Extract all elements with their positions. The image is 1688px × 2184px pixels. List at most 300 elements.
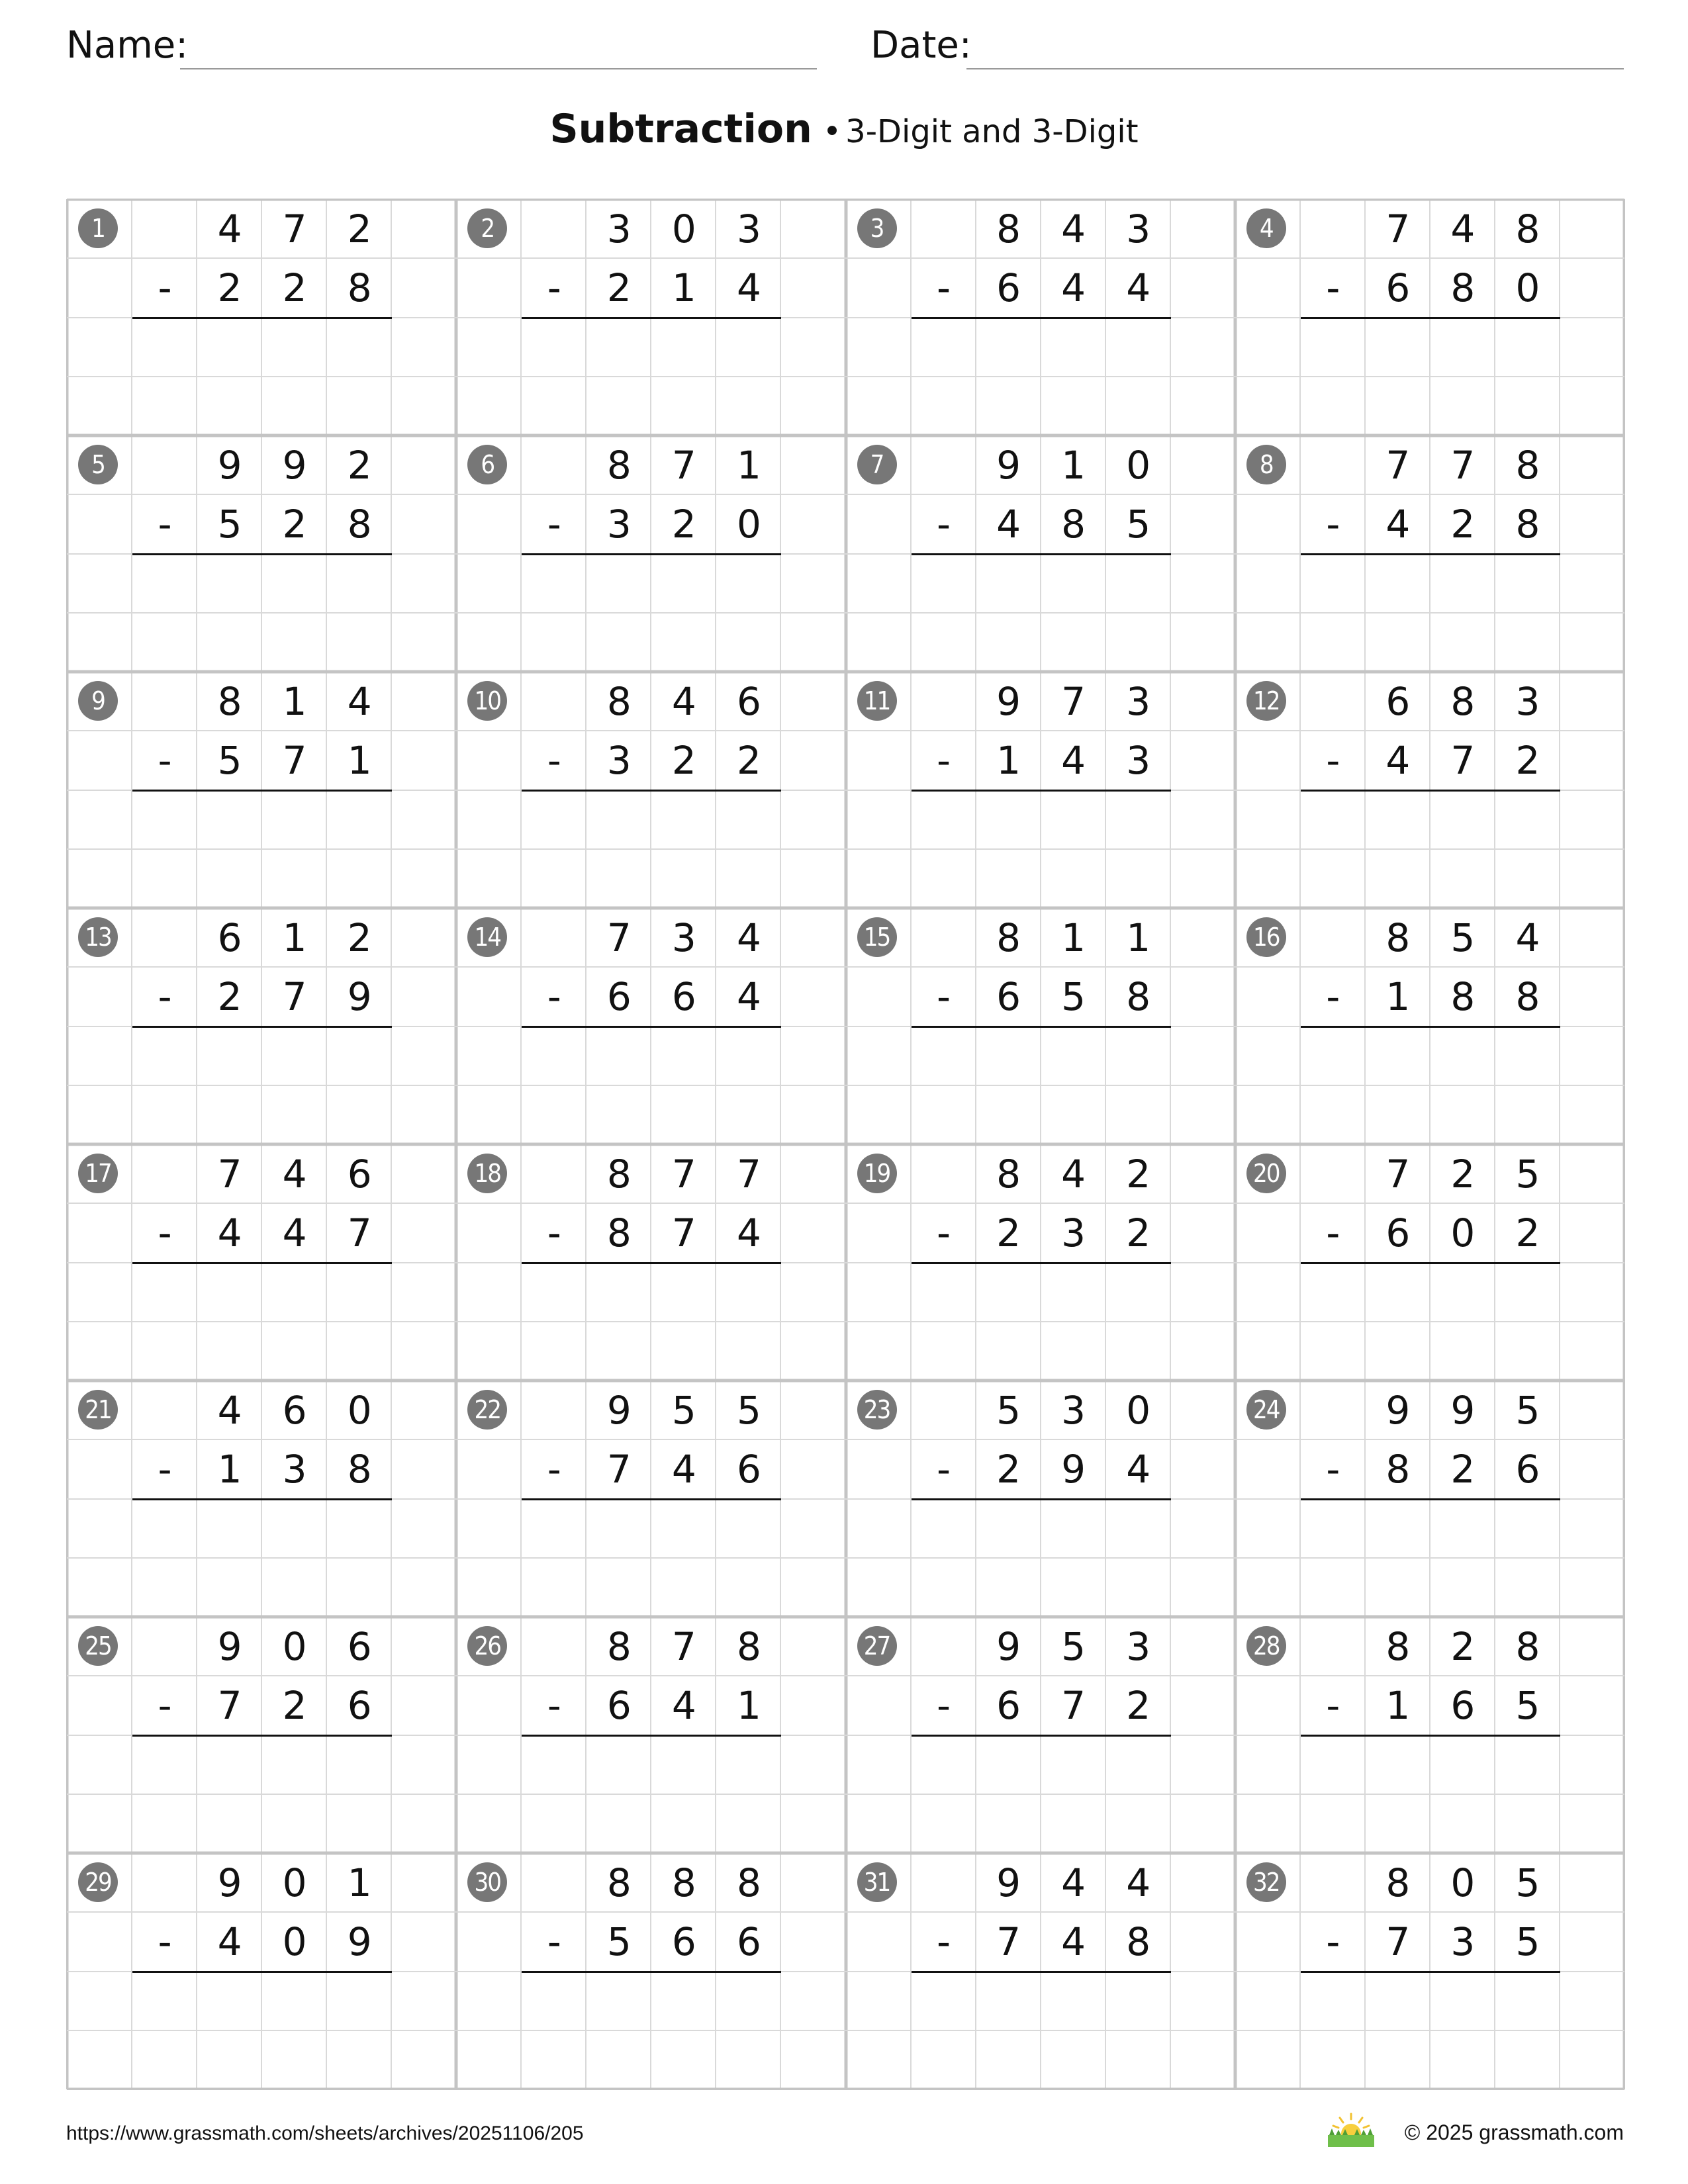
subtrahend-digit: 8 — [347, 1447, 372, 1492]
answer-cell[interactable] — [262, 1739, 327, 1797]
answer-cell[interactable] — [1366, 1266, 1430, 1325]
answer-cell[interactable] — [976, 1502, 1041, 1561]
answer-cell[interactable] — [651, 794, 716, 852]
answer-cell[interactable] — [197, 1975, 262, 2034]
answer-cell[interactable] — [1106, 1739, 1171, 1797]
minuend-digit: 3 — [1126, 206, 1151, 251]
subtrahend-digit: 8 — [1515, 974, 1540, 1020]
answer-cell[interactable] — [1366, 1030, 1430, 1089]
answer-cell[interactable] — [1430, 557, 1495, 616]
subtrahend-digit: 8 — [347, 502, 372, 547]
answer-cell[interactable] — [976, 1975, 1041, 2034]
problem-number-badge: 1 — [78, 208, 118, 248]
minus-sign: - — [1326, 738, 1340, 784]
minus-sign: - — [937, 1210, 951, 1256]
subtrahend-digit: 4 — [1061, 738, 1086, 784]
subtrahend-digit: 4 — [217, 1210, 242, 1256]
minus-sign: - — [547, 1683, 561, 1729]
answer-rule — [1301, 1735, 1560, 1737]
minus-sign: - — [937, 1919, 951, 1965]
answer-cell[interactable] — [976, 794, 1041, 852]
answer-cell[interactable] — [976, 557, 1041, 616]
answer-cell[interactable] — [716, 1030, 781, 1089]
answer-cell[interactable] — [716, 1502, 781, 1561]
minuend-digit: 5 — [1515, 1388, 1540, 1433]
minuend-digit: 4 — [1061, 1860, 1086, 1905]
problem-number-badge: 24 — [1246, 1390, 1286, 1430]
answer-rule — [1301, 1262, 1560, 1264]
answer-cell[interactable] — [651, 557, 716, 616]
minus-sign: - — [158, 738, 172, 784]
subtrahend-digit: 9 — [347, 1919, 372, 1965]
problem-number-badge: 4 — [1246, 208, 1286, 248]
problem-number-badge: 8 — [1246, 445, 1286, 484]
subtrahend-digit: 6 — [347, 1683, 372, 1729]
answer-cell[interactable] — [197, 321, 262, 380]
minuend-digit: 4 — [1515, 915, 1540, 960]
answer-cell[interactable] — [1495, 1266, 1560, 1325]
problem-25 — [68, 1617, 457, 1854]
answer-cell[interactable] — [262, 557, 327, 616]
minuend-digit: 8 — [1450, 679, 1476, 724]
subtrahend-digit: 2 — [996, 1447, 1021, 1492]
answer-cell[interactable] — [976, 1266, 1041, 1325]
answer-cell[interactable] — [716, 794, 781, 852]
answer-cell[interactable] — [1106, 321, 1171, 380]
problem-grid — [66, 199, 1624, 2089]
problem-number-badge: 17 — [78, 1154, 118, 1193]
answer-cell[interactable] — [1495, 1739, 1560, 1797]
answer-rule — [912, 553, 1171, 555]
minuend-digit: 7 — [671, 1624, 696, 1669]
answer-rule — [132, 1971, 392, 1973]
minuend-digit: 2 — [1450, 1624, 1476, 1669]
subtrahend-digit: 6 — [1515, 1447, 1540, 1492]
answer-cell[interactable] — [1106, 1502, 1171, 1561]
minuend-digit: 9 — [282, 443, 307, 488]
footer-copyright: © 2025 grassmath.com — [1404, 2120, 1624, 2144]
answer-cell[interactable] — [716, 1975, 781, 2034]
subtrahend-digit: 8 — [1450, 974, 1476, 1020]
answer-cell[interactable] — [1430, 1975, 1495, 2034]
subtrahend-digit: 2 — [217, 265, 242, 311]
answer-cell[interactable] — [976, 1739, 1041, 1797]
minus-sign: - — [1326, 974, 1340, 1020]
answer-cell[interactable] — [327, 1502, 392, 1561]
minuend-digit: 8 — [996, 915, 1021, 960]
answer-cell[interactable] — [586, 1739, 651, 1797]
answer-cell[interactable] — [1106, 557, 1171, 616]
subtrahend-digit: 3 — [1061, 1210, 1086, 1256]
minuend-digit: 8 — [996, 206, 1021, 251]
worksheet-title — [0, 106, 1688, 152]
minuend-digit: 4 — [671, 679, 696, 724]
subtrahend-digit: 6 — [736, 1447, 761, 1492]
answer-cell[interactable] — [976, 321, 1041, 380]
subtrahend-digit: 3 — [1126, 738, 1151, 784]
problem-18 — [457, 1145, 846, 1381]
problem-number-badge: 2 — [467, 208, 507, 248]
problem-26 — [457, 1617, 846, 1854]
subtrahend-digit: 6 — [996, 265, 1021, 311]
answer-cell[interactable] — [1366, 321, 1430, 380]
answer-cell[interactable] — [327, 1975, 392, 2034]
subtrahend-digit: 4 — [282, 1210, 307, 1256]
answer-cell[interactable] — [651, 1266, 716, 1325]
subtrahend-digit: 4 — [671, 1447, 696, 1492]
answer-cell[interactable] — [586, 557, 651, 616]
subtrahend-digit: 7 — [1061, 1683, 1086, 1729]
subtrahend-digit: 4 — [1126, 1447, 1151, 1492]
answer-cell[interactable] — [976, 1030, 1041, 1089]
answer-cell[interactable] — [716, 1266, 781, 1325]
minuend-digit: 0 — [1126, 1388, 1151, 1433]
answer-cell[interactable] — [327, 1030, 392, 1089]
subtrahend-digit: 2 — [1515, 738, 1540, 784]
minuend-digit: 1 — [347, 1860, 372, 1905]
answer-rule — [132, 317, 392, 319]
subtrahend-digit: 2 — [1515, 1210, 1540, 1256]
answer-rule — [522, 790, 781, 792]
subtrahend-digit: 1 — [671, 265, 696, 311]
minuend-digit: 5 — [1515, 1152, 1540, 1197]
answer-cell[interactable] — [1495, 794, 1560, 852]
answer-cell[interactable] — [651, 1975, 716, 2034]
minuend-digit: 3 — [1061, 1388, 1086, 1433]
answer-cell[interactable] — [1041, 1739, 1106, 1797]
answer-cell[interactable] — [197, 1266, 262, 1325]
answer-cell[interactable] — [586, 321, 651, 380]
minuend-digit: 5 — [1515, 1860, 1540, 1905]
answer-rule — [1301, 1026, 1560, 1028]
answer-rule — [132, 1026, 392, 1028]
minuend-digit: 8 — [217, 679, 242, 724]
minuend-digit: 3 — [1515, 679, 1540, 724]
subtrahend-digit: 9 — [347, 974, 372, 1020]
subtrahend-digit: 2 — [736, 738, 761, 784]
subtrahend-digit: 4 — [671, 1683, 696, 1729]
subtrahend-digit: 5 — [1061, 974, 1086, 1020]
minuend-digit: 8 — [736, 1860, 761, 1905]
answer-cell[interactable] — [1495, 321, 1560, 380]
problem-1 — [68, 200, 457, 436]
answer-cell[interactable] — [1041, 794, 1106, 852]
answer-cell[interactable] — [197, 1739, 262, 1797]
answer-cell[interactable] — [1366, 557, 1430, 616]
answer-cell[interactable] — [586, 1975, 651, 2034]
minuend-digit: 6 — [282, 1388, 307, 1433]
subtrahend-digit: 1 — [217, 1447, 242, 1492]
answer-cell[interactable] — [1430, 1739, 1495, 1797]
name-field-line[interactable] — [180, 68, 817, 69]
answer-rule — [912, 1971, 1171, 1973]
problem-number-badge: 3 — [857, 208, 897, 248]
problem-number-badge: 16 — [1246, 917, 1286, 957]
minuend-digit: 4 — [282, 1152, 307, 1197]
minuend-digit: 6 — [347, 1152, 372, 1197]
answer-cell[interactable] — [586, 1502, 651, 1561]
minuend-digit: 0 — [282, 1860, 307, 1905]
problem-4 — [1236, 200, 1625, 436]
problem-10 — [457, 672, 846, 909]
problem-12 — [1236, 672, 1625, 909]
answer-cell[interactable] — [586, 1030, 651, 1089]
problem-17 — [68, 1145, 457, 1381]
subtrahend-digit: 2 — [1450, 502, 1476, 547]
answer-rule — [132, 790, 392, 792]
answer-rule — [522, 553, 781, 555]
problem-31 — [847, 1854, 1236, 2090]
answer-cell[interactable] — [327, 1739, 392, 1797]
minuend-digit: 2 — [347, 443, 372, 488]
answer-cell[interactable] — [1366, 1502, 1430, 1561]
answer-cell[interactable] — [651, 321, 716, 380]
answer-cell[interactable] — [1430, 321, 1495, 380]
minuend-digit: 9 — [606, 1388, 632, 1433]
answer-cell[interactable] — [651, 1739, 716, 1797]
answer-cell[interactable] — [651, 1502, 716, 1561]
minus-sign: - — [1326, 1683, 1340, 1729]
problem-3 — [847, 200, 1236, 436]
subtrahend-digit: 6 — [1385, 1210, 1411, 1256]
minuend-digit: 1 — [1061, 443, 1086, 488]
answer-cell[interactable] — [716, 321, 781, 380]
minuend-digit: 0 — [1126, 443, 1151, 488]
subtrahend-digit: 7 — [606, 1447, 632, 1492]
problem-number-badge: 6 — [467, 445, 507, 484]
problem-number-badge: 19 — [857, 1154, 897, 1193]
subtrahend-digit: 5 — [1515, 1683, 1540, 1729]
problem-number-badge: 14 — [467, 917, 507, 957]
minuend-digit: 5 — [736, 1388, 761, 1433]
problem-32 — [1236, 1854, 1625, 2090]
answer-cell[interactable] — [197, 1502, 262, 1561]
answer-cell[interactable] — [1106, 1030, 1171, 1089]
problem-number-badge: 26 — [467, 1626, 507, 1666]
answer-cell[interactable] — [1430, 1502, 1495, 1561]
subtrahend-digit: 8 — [606, 1210, 632, 1256]
footer-url: https://www.grassmath.com/sheets/archives/20251106/205 — [66, 2122, 584, 2144]
minuend-digit: 7 — [736, 1152, 761, 1197]
subtrahend-digit: 7 — [282, 738, 307, 784]
subtrahend-digit: 8 — [1515, 502, 1540, 547]
subtrahend-digit: 2 — [282, 265, 307, 311]
subtrahend-digit: 6 — [671, 1919, 696, 1965]
answer-cell[interactable] — [1041, 321, 1106, 380]
minus-sign: - — [547, 974, 561, 1020]
minus-sign: - — [547, 1210, 561, 1256]
answer-cell[interactable] — [1106, 794, 1171, 852]
minus-sign: - — [158, 974, 172, 1020]
answer-cell[interactable] — [1495, 557, 1560, 616]
problem-number-badge: 9 — [78, 681, 118, 721]
subtrahend-digit: 2 — [282, 502, 307, 547]
problem-9 — [68, 672, 457, 909]
minuend-digit: 8 — [736, 1624, 761, 1669]
answer-cell[interactable] — [262, 1266, 327, 1325]
subtrahend-digit: 0 — [1450, 1210, 1476, 1256]
subtrahend-digit: 6 — [736, 1919, 761, 1965]
minuend-digit: 2 — [1450, 1152, 1476, 1197]
minuend-digit: 3 — [736, 206, 761, 251]
minuend-digit: 0 — [671, 206, 696, 251]
answer-rule — [912, 1026, 1171, 1028]
answer-rule — [132, 1735, 392, 1737]
problem-number-badge: 25 — [78, 1626, 118, 1666]
minuend-digit: 4 — [217, 206, 242, 251]
answer-cell[interactable] — [327, 321, 392, 380]
answer-cell[interactable] — [327, 794, 392, 852]
subtrahend-digit: 5 — [1126, 502, 1151, 547]
subtrahend-digit: 8 — [1385, 1447, 1411, 1492]
answer-cell[interactable] — [651, 1030, 716, 1089]
answer-cell[interactable] — [1430, 794, 1495, 852]
problem-8 — [1236, 436, 1625, 672]
answer-cell[interactable] — [1495, 1502, 1560, 1561]
answer-cell[interactable] — [1366, 1739, 1430, 1797]
problem-number-badge: 11 — [857, 681, 897, 721]
subtrahend-digit: 7 — [217, 1683, 242, 1729]
answer-cell[interactable] — [1366, 794, 1430, 852]
minuend-digit: 4 — [1126, 1860, 1151, 1905]
answer-rule — [1301, 790, 1560, 792]
answer-cell[interactable] — [262, 321, 327, 380]
problem-number-badge: 31 — [857, 1862, 897, 1902]
minus-sign: - — [547, 738, 561, 784]
minuend-digit: 6 — [347, 1624, 372, 1669]
problem-number-badge: 32 — [1246, 1862, 1286, 1902]
subtrahend-digit: 4 — [996, 502, 1021, 547]
problem-24 — [1236, 1381, 1625, 1617]
answer-cell[interactable] — [1430, 1266, 1495, 1325]
minus-sign: - — [547, 1447, 561, 1492]
answer-rule — [912, 317, 1171, 319]
answer-cell[interactable] — [197, 557, 262, 616]
minuend-digit: 8 — [996, 1152, 1021, 1197]
problem-number-badge: 30 — [467, 1862, 507, 1902]
answer-cell[interactable] — [262, 1030, 327, 1089]
minus-sign: - — [937, 974, 951, 1020]
title-bullet: • — [822, 113, 842, 150]
answer-cell[interactable] — [262, 1975, 327, 2034]
minus-sign: - — [937, 265, 951, 311]
minuend-digit: 7 — [1385, 443, 1411, 488]
minuend-digit: 5 — [996, 1388, 1021, 1433]
subtrahend-digit: 4 — [1126, 265, 1151, 311]
minuend-digit: 7 — [282, 206, 307, 251]
minuend-digit: 9 — [996, 1860, 1021, 1905]
problem-21 — [68, 1381, 457, 1617]
answer-cell[interactable] — [1041, 1975, 1106, 2034]
answer-cell[interactable] — [1430, 1030, 1495, 1089]
sun-grass-logo-icon — [1327, 2111, 1376, 2151]
problem-number-badge: 18 — [467, 1154, 507, 1193]
answer-cell[interactable] — [1106, 1266, 1171, 1325]
answer-cell[interactable] — [1041, 1030, 1106, 1089]
answer-cell[interactable] — [262, 794, 327, 852]
subtrahend-digit: 7 — [282, 974, 307, 1020]
minuend-digit: 8 — [1515, 206, 1540, 251]
answer-rule — [522, 317, 781, 319]
subtrahend-digit: 0 — [1515, 265, 1540, 311]
answer-cell[interactable] — [262, 1502, 327, 1561]
answer-cell[interactable] — [1495, 1975, 1560, 2034]
answer-rule — [912, 1498, 1171, 1500]
minuend-digit: 7 — [606, 915, 632, 960]
answer-cell[interactable] — [586, 1266, 651, 1325]
answer-cell[interactable] — [197, 1030, 262, 1089]
answer-cell[interactable] — [1106, 1975, 1171, 2034]
problem-15 — [847, 909, 1236, 1145]
minus-sign: - — [1326, 1447, 1340, 1492]
problem-29 — [68, 1854, 457, 2090]
answer-cell[interactable] — [716, 1739, 781, 1797]
subtrahend-digit: 1 — [1385, 1683, 1411, 1729]
answer-rule — [1301, 317, 1560, 319]
minuend-digit: 8 — [1385, 1860, 1411, 1905]
subtrahend-digit: 9 — [1061, 1447, 1086, 1492]
minuend-digit: 7 — [671, 1152, 696, 1197]
problem-number-badge: 27 — [857, 1626, 897, 1666]
subtrahend-digit: 6 — [996, 974, 1021, 1020]
minuend-digit: 1 — [282, 915, 307, 960]
subtrahend-digit: 4 — [1385, 502, 1411, 547]
date-label: Date: — [870, 24, 972, 67]
answer-cell[interactable] — [1495, 1030, 1560, 1089]
problem-number-badge: 20 — [1246, 1154, 1286, 1193]
answer-cell[interactable] — [327, 1266, 392, 1325]
minuend-digit: 8 — [606, 443, 632, 488]
subtrahend-digit: 4 — [217, 1919, 242, 1965]
answer-cell[interactable] — [1041, 1266, 1106, 1325]
date-field-line[interactable] — [966, 68, 1624, 69]
subtrahend-digit: 2 — [671, 738, 696, 784]
subtrahend-digit: 6 — [606, 974, 632, 1020]
minus-sign: - — [158, 1447, 172, 1492]
minuend-digit: 1 — [282, 679, 307, 724]
minuend-digit: 7 — [217, 1152, 242, 1197]
minuend-digit: 8 — [1385, 915, 1411, 960]
minuend-digit: 2 — [347, 915, 372, 960]
problem-number-badge: 22 — [467, 1390, 507, 1430]
answer-cell[interactable] — [1366, 1975, 1430, 2034]
minus-sign: - — [158, 1919, 172, 1965]
subtrahend-digit: 8 — [1450, 265, 1476, 311]
minuend-digit: 9 — [996, 679, 1021, 724]
answer-cell[interactable] — [1041, 557, 1106, 616]
answer-cell[interactable] — [197, 794, 262, 852]
subtrahend-digit: 1 — [736, 1683, 761, 1729]
subtrahend-digit: 8 — [1061, 502, 1086, 547]
subtrahend-digit: 7 — [996, 1919, 1021, 1965]
minuend-digit: 9 — [1450, 1388, 1476, 1433]
answer-cell[interactable] — [1041, 1502, 1106, 1561]
minuend-digit: 8 — [606, 1860, 632, 1905]
minus-sign: - — [158, 502, 172, 547]
problem-28 — [1236, 1617, 1625, 1854]
problem-11 — [847, 672, 1236, 909]
minuend-digit: 8 — [1515, 443, 1540, 488]
answer-cell[interactable] — [327, 557, 392, 616]
answer-cell[interactable] — [586, 794, 651, 852]
answer-rule — [522, 1026, 781, 1028]
answer-rule — [912, 1735, 1171, 1737]
minus-sign: - — [547, 502, 561, 547]
minuend-digit: 8 — [671, 1860, 696, 1905]
answer-cell[interactable] — [716, 557, 781, 616]
subtrahend-digit: 3 — [606, 502, 632, 547]
minuend-digit: 7 — [1385, 206, 1411, 251]
